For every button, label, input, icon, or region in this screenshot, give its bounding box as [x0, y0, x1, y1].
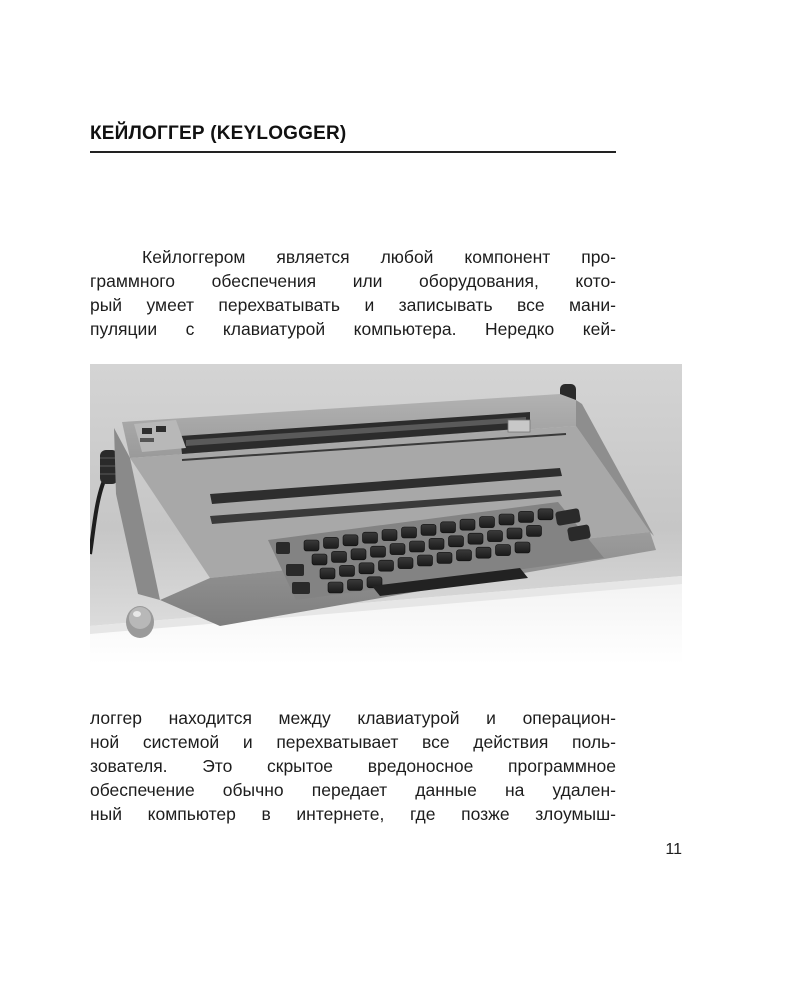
typewriter-key: [348, 579, 363, 590]
text-line: ный компьютер в интернете, где позже злоумыш-: [90, 804, 616, 824]
typewriter-key: [379, 560, 394, 571]
typewriter-key: [359, 563, 374, 574]
typewriter-key: [328, 582, 343, 593]
typewriter-key: [496, 545, 511, 556]
text-line: пуляции с клавиатурой компьютера. Нередко кей-: [90, 319, 616, 339]
paragraph-2: [90, 706, 616, 826]
typewriter-photo: [90, 364, 682, 664]
typewriter-key: [371, 546, 386, 557]
typewriter-key: [343, 535, 358, 546]
text-line: ной системой и перехватывает все действия поль-: [90, 732, 616, 752]
chapter-title: КЕЙЛОГГЕР (KEYLOGGER): [90, 123, 347, 144]
text-line: рый умеет перехватывать и записывать все мани-: [90, 295, 616, 315]
typewriter-key: [468, 533, 483, 544]
typewriter-key: [515, 542, 530, 553]
text-line: Кейлоггером является любой компонент про-: [142, 247, 616, 267]
typewriter-key: [421, 524, 436, 535]
typewriter-key: [507, 528, 522, 539]
typewriter-key: [312, 554, 327, 565]
typewriter-key: [363, 532, 378, 543]
typewriter-key: [476, 547, 491, 558]
typewriter-key: [418, 555, 433, 566]
typewriter-key: [410, 541, 425, 552]
page-number: 11: [665, 841, 682, 858]
text-line: обеспечение обычно передает данные на удален-: [90, 780, 616, 800]
typewriter-key: [519, 511, 534, 522]
typewriter-key: [382, 530, 397, 541]
typewriter-key: [402, 527, 417, 538]
typewriter-key: [398, 558, 413, 569]
typewriter-key: [351, 549, 366, 560]
typewriter-key: [499, 514, 514, 525]
typewriter-key: [480, 517, 495, 528]
typewriter-key: [527, 525, 542, 536]
typewriter-key: [449, 536, 464, 547]
typewriter-key: [340, 565, 355, 576]
typewriter-key: [332, 551, 347, 562]
chapter-header: [90, 118, 616, 153]
text-line: логгер находится между клавиатурой и операцион-: [90, 708, 616, 728]
typewriter-key: [437, 552, 452, 563]
typewriter-key: [460, 519, 475, 530]
paragraph-1: [90, 245, 616, 341]
typewriter-key: [488, 531, 503, 542]
typewriter-key: [390, 544, 405, 555]
typewriter-key: [457, 550, 472, 561]
text-line: зователя. Это скрытое вредоносное программное: [90, 756, 616, 776]
typewriter-key: [320, 568, 335, 579]
typewriter-key: [304, 540, 319, 551]
typewriter-key: [324, 537, 339, 548]
typewriter-key: [429, 538, 444, 549]
typewriter-key: [538, 509, 553, 520]
typewriter-key: [441, 522, 456, 533]
text-line: граммного обеспечения или оборудования, кото-: [90, 271, 616, 291]
